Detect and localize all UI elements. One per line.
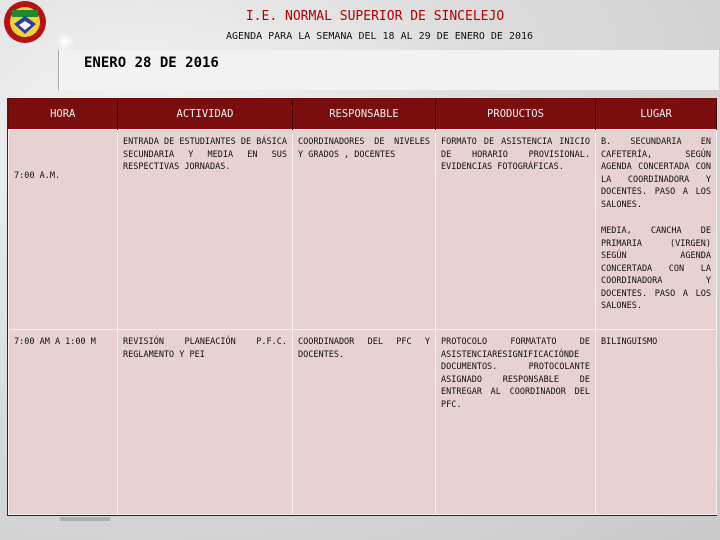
cell-lugar	[596, 130, 717, 330]
cell-lugar: BILINGUISMO	[596, 330, 717, 515]
column-header-productos: PRODUCTOS	[436, 99, 596, 130]
sparkle-decoration	[62, 38, 68, 44]
agenda-table-container	[7, 98, 717, 516]
cell-hora: 7:00 A.M.	[9, 130, 118, 330]
lugar-media: MEDIA, CANCHA DE PRIMARIA (VIRGEN) SEGÚN AGENDA CONCERTADA CON LA COORDINADORA Y DOCENTES. PASO A LOS SALONES.	[601, 226, 711, 311]
cell-responsable: COORDINADOR DEL PFC Y DOCENTES.	[293, 330, 436, 515]
column-header-actividad: ACTIVIDAD	[118, 99, 293, 130]
table-row	[9, 330, 717, 515]
date-label: ENERO 28 DE 2016	[84, 55, 219, 71]
cell-responsable: COORDINADORES DE NIVELES Y GRADOS , DOCENTES	[293, 130, 436, 330]
column-header-responsable: RESPONSABLE	[293, 99, 436, 130]
cell-productos: PROTOCOLO FORMATATO DE ASISTENCIARESIGNIFICACIÓNDE DOCUMENTOS. PROTOCOLANTE ASIGNADO RESPONSABLE DE ENTREGAR AL COORDINADOR DEL PFC.	[436, 330, 596, 515]
table-row	[9, 130, 717, 330]
page-title: I.E. NORMAL SUPERIOR DE SINCELEJO	[245, 9, 505, 24]
cell-actividad: ENTRADA DE ESTUDIANTES DE BÁSICA SECUNDARIA Y MEDIA EN SUS RESPECTIVAS JORNADAS.	[118, 130, 293, 330]
agenda-table	[8, 99, 717, 515]
lugar-secundaria: B. SECUNDARIA EN CAFETERÍA, SEGÚN AGENDA CONCERTADA CON LA COORDINADORA Y DOCENTES. PASO A LOS SALONES.	[601, 137, 711, 210]
cell-actividad: REVISIÓN PLANEACIÓN P.F.C. REGLAMENTO Y PEI	[118, 330, 293, 515]
cell-productos: FORMATO DE ASISTENCIA INICIO DE HORARIO PROVISIONAL. EVIDENCIAS FOTOGRÁFICAS.	[436, 130, 596, 330]
cell-hora: 7:00 AM A 1:00 M	[9, 330, 118, 515]
column-header-lugar: LUGAR	[596, 99, 717, 130]
column-header-hora: HORA	[9, 99, 118, 130]
table-header-row	[9, 99, 717, 130]
page-subtitle: AGENDA PARA LA SEMANA DEL 18 AL 29 DE ENERO DE 2016	[226, 31, 534, 42]
decorative-shadow	[60, 517, 110, 521]
